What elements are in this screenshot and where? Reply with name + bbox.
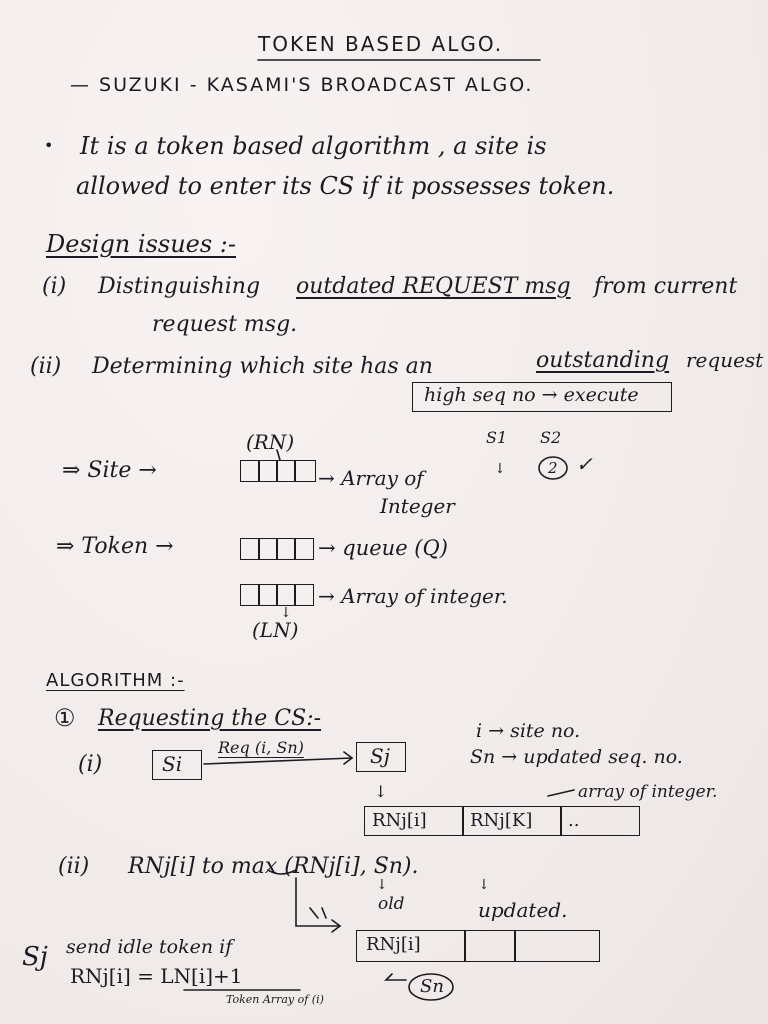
issue-1-number: (i)	[42, 274, 67, 299]
page-subtitle: — SUZUKI - KASAMI'S BROADCAST ALGO.	[70, 74, 534, 96]
rnj-dots: ..	[568, 810, 580, 831]
site-desc-line-1: → Array of	[318, 466, 424, 490]
rn-pointer	[277, 450, 280, 460]
step-ii-number: (ii)	[58, 854, 90, 879]
site-desc-line-2: Integer	[380, 494, 455, 518]
site-row-label: ⇒ Site →	[62, 458, 157, 483]
old-label: old	[378, 894, 405, 914]
sj-label: Sj	[370, 744, 390, 768]
intro-line-2: allowed to enter its CS if it possesses token.	[76, 172, 615, 200]
ln-label: (LN)	[252, 618, 299, 642]
request-arrow	[204, 758, 352, 764]
high-seq-note: high seq no → execute	[424, 384, 639, 406]
legend-seq-no: Sn → updated seq. no.	[470, 746, 683, 768]
rn-label: (RN)	[246, 430, 295, 454]
token-row-label: ⇒ Token →	[56, 534, 174, 559]
s1-tick: ↓	[494, 461, 506, 477]
algorithm-heading: ALGORITHM :-	[46, 670, 185, 691]
ln-down-arrow: ↓	[280, 605, 292, 621]
request-message-label: Req (i, Sn)	[218, 738, 304, 757]
issue-1-text-b: outdated REQUEST msg	[296, 274, 571, 299]
s2-circle	[539, 457, 567, 479]
issue-2-text-b: outstanding	[536, 348, 670, 373]
sj-down-arrow: ↓	[374, 782, 388, 801]
ln-array-desc: → Array of integer.	[318, 584, 508, 608]
token-condition: RNj[i] = LN[i]+1	[70, 964, 243, 988]
sj-send-label: Sj	[22, 942, 48, 972]
si-label: Si	[162, 752, 183, 776]
sn-pointer	[386, 974, 406, 980]
intro-line-1: It is a token based algorithm , a site is	[80, 132, 547, 160]
token-queue-desc: → queue (Q)	[318, 536, 448, 560]
rnj-k-label: RNj[K]	[470, 810, 533, 831]
s1-label: S1	[486, 428, 508, 447]
page-title: TOKEN BASED ALGO.	[258, 32, 504, 56]
old-arrow: ↓	[376, 877, 388, 893]
send-idle-token-text: send idle token if	[66, 936, 233, 958]
step-1-i-number: (i)	[78, 752, 103, 777]
issue-2-number: (ii)	[30, 354, 62, 379]
issue-1-text-a: Distinguishing	[98, 274, 261, 299]
token-array-note: Token Array of (i)	[226, 993, 324, 1006]
rnj-updated-label: RNj[i]	[366, 934, 421, 955]
issue-2-text-a: Determining which site has an	[92, 354, 433, 379]
step-1-number: ①	[54, 704, 76, 732]
issue-1-text-c: from current	[594, 274, 738, 299]
s2-label: S2	[540, 428, 562, 447]
updated-arrow: ↓	[478, 877, 490, 893]
legend-site-no: i → site no.	[476, 720, 581, 742]
step-1-title: Requesting the CS:-	[98, 706, 322, 731]
s2-circle-value: 2	[548, 459, 558, 477]
issue-2-text-c: request	[686, 348, 764, 372]
design-issues-heading: Design issues :-	[46, 230, 236, 258]
updated-label: updated.	[478, 898, 568, 922]
max-underline	[268, 870, 296, 874]
down-marks	[310, 908, 326, 918]
sn-circle-label: Sn	[420, 976, 444, 997]
check-mark: ✓	[576, 452, 593, 476]
step-ii-text: RNj[i] to max (RNj[i], Sn).	[128, 854, 419, 879]
issue-1-line-2: request msg.	[152, 312, 298, 337]
bullet-dot: •	[44, 136, 54, 155]
array-of-integer-note: array of integer.	[578, 782, 718, 802]
sn-circle	[409, 974, 453, 1000]
array-note-pointer	[548, 790, 574, 796]
rnj-i-label: RNj[i]	[372, 810, 427, 831]
